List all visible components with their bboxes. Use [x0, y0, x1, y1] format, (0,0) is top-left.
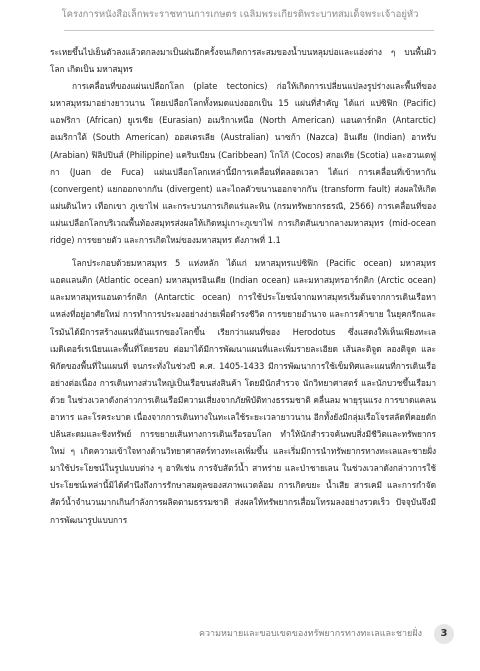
- paragraph: ระเหยขึ้นไปเย็นตัวลงแล้วตกลงมาเป็นฝนอีกครั้งจนเกิดการสะสมของน้ำบนหลุมบ่อและแอ่งต่าง ๆ บนพื้นผิวโลก เกิดเป็น มหาสมุทร: [50, 47, 436, 75]
- running-header: โครงการหนังสือเล็กพระราชทานการเกษตร เฉลิมพระเกียรติพระบาทสมเด็จพระเจ้าอยู่หัว: [61, 9, 419, 20]
- paragraph: โลกประกอบด้วยมหาสมุทร 5 แห่งหลัก ได้แก่ มหาสมุทรแปซิฟิก (Pacific ocean) มหาสมุทรแอตแลนติก (Atlantic ocean) มหาสมุทรอินเดีย (Indian ocean) และมหาสมุทรอาร์กติก (Arctic ocean) และมหาสมุทรแอนตาร์กติก (Antarctic ocean) การใช้ประโยชน์จากมหาสมุทรเริ่มต้นจากการเดินเรือหาแหล่งที่อยู่อาศัยใหม่ การทำการประมงอย่างง่ายเพื่อดำรงชีวิต การขยายอำนาจ และการค้าขาย ในยุคกรีกและโรมันได้มีการสร้างแผนที่อันแรกของโลกขึ้น เรียกว่าแผนที่ของ Herodotus ซึ่งแสดงให้เห็นเพียงทะเลเมดิเตอร์เรเนียนและพื้นที่โดยรอบ ต่อมาได้มีการพัฒนาแผนที่และเพิ่มรายละเอียด เส้นละติจูด ลองติจูด และพิกัดของพื้นที่ในแผนที่ จนกระทั่งในช่วงปี ค.ศ. 1405-1433 มีการพัฒนาการใช้เข็มทิศและแผนที่การเดินเรืออย่างต่อเนื่อง การเดินทางส่วนใหญ่เป็นเรือขนส่งสินค้า โดยมีนักสำรวจ นักวิทยาศาสตร์ และนักบวชขึ้นเรือมาด้วย ในช่วงเวลาดังกล่าวการเดินเรือมีความเสี่ยงจากภัยพิบัติทางธรรมชาติ คลื่นลม พายุรุนแรง การขาดแคลนอาหาร และโรคระบาด เนื่องจากการเดินทางในทะเลใช้ระยะเวลายาวนาน อีกทั้งยังมีกลุ่มเรือโจรสลัดที่คอยดักปล้นสะดมและชิงทรัพย์ การขยายเส้นทางการเดินเรือรอบโลก ทำให้นักสำรวจค้นพบสิ่งมีชีวิตและทรัพยากรใหม่ ๆ เกิดความเข้าใจทางด้านวิทยาศาสตร์ทางทะเลเพิ่มขึ้น และเริ่มมีการนำทรัพยากรทางทะเลและชายฝั่งมาใช้ประโยชน์ในรูปแบบต่าง ๆ อาทิเช่น การจับสัตว์น้ำ สาหร่าย และป่าชายเลน ในช่วงเวลาดังกล่าวการใช้ประโยชน์เหล่านี้มิได้คำนึงถึงการรักษาสมดุลของสภาพแวดล้อม การเกิดขยะ น้ำเสีย สารเคมี และการกำจัดสัตว์น้ำจำนวนมากเกินกำลังการผลิตตามธรรมชาติ ส่งผลให้ทรัพยากรเสื่อมโทรมลงอย่างรวดเร็ว ปัจจุบันจึงมีการพัฒนารูปแบบการ: [50, 258, 436, 525]
- running-footer: ความหมายและขอบเขตของทรัพยากรทางทะเลและชายฝั่ง: [198, 629, 422, 639]
- body-text: [50, 44, 436, 624]
- header-divider: [64, 30, 434, 31]
- page-number: 3: [434, 624, 454, 644]
- paragraph: การเคลื่อนที่ของแผ่นเปลือกโลก (plate tectonics) ก่อให้เกิดการเปลี่ยนแปลงรูปร่างและพื้นที่ของมหาสมุทรมาอย่างยาวนาน โดยเปลือกโลกทั้งหมดแบ่งออกเป็น 15 แผ่นที่สำคัญ ได้แก่ แปซิฟิก (Pacific) แอฟริกา (African) ยูเรเซีย (Eurasian) อเมริกาเหนือ (North American) แอนตาร์กติก (Antarctic) อเมริกาใต้ (South American) ออสเตรเลีย (Australian) นาซก้า (Nazca) อินเดีย (Indian) อาหรับ (Arabian) ฟิลิปปินส์ (Philippine) แคริบเบียน (Caribbean) โกโก้ (Cocos) สกอเทีย (Scotia) และฮวนเดฟูกา (Juan de Fuca) แผ่นเปลือกโลกเหล่านี้มีการเคลื่อนที่ตลอดเวลา ได้แก่ การเคลื่อนที่เข้าหากัน (convergent) แยกออกจากกัน (divergent) และไถลตัวขนานออกจากกัน (transform fault) ส่งผลให้เกิดแผ่นดินไหว เทือกเขา ภูเขาไฟ และกระบวนการเกิดแร่และหิน (กรมทรัพยากรธรณี, 2566) การเคลื่อนที่ของแผ่นเปลือกโลกบริเวณพื้นท้องสมุทรส่งผลให้เกิดหมู่เกาะภูเขาไฟ การเกิดสันเขากลางมหาสมุทร (mid-ocean ridge) การขยายตัว และการเกิดใหม่ของมหาสมุทร ดังภาพที่ 1.1: [50, 81, 436, 246]
